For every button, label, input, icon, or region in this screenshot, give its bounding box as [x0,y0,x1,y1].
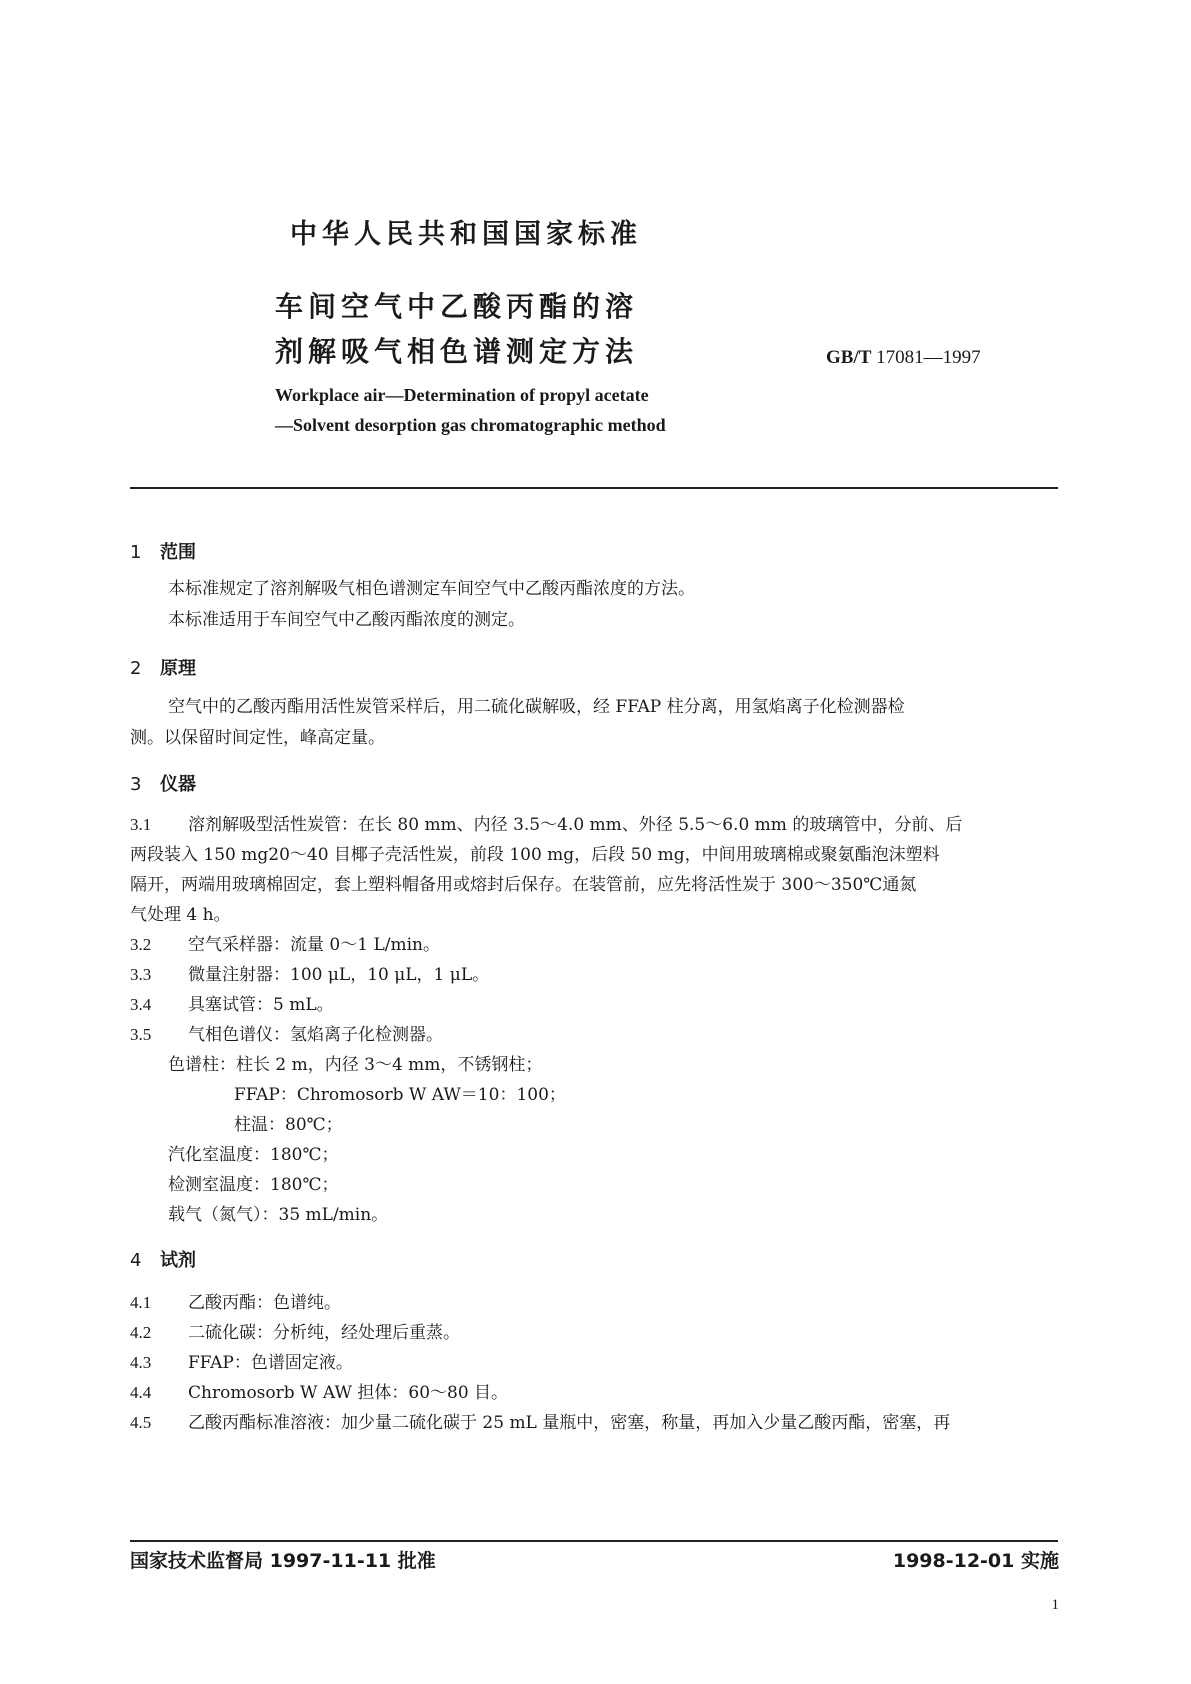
carrier-gas: 载气（氮气）：35 mL/min。 [168,1205,389,1225]
item-text: FFAP：色谱固定液。 [188,1353,353,1373]
item-text: 二硫化碳：分析纯，经处理后重蒸。 [188,1323,460,1343]
standard-code [826,347,981,369]
item-text: 微量注射器：100 μL，10 μL，1 μL。 [188,965,490,985]
item-number: 4.3 [130,1353,152,1372]
section-1-paragraph-1: 本标准规定了溶剂解吸气相色谱测定车间空气中乙酸丙酯浓度的方法。 [168,579,695,599]
section-2-paragraph-line-2: 测。以保留时间定性，峰高定量。 [130,728,385,748]
vaporizer-temperature: 汽化室温度：180℃； [168,1145,339,1165]
section-number: 4 [130,1250,142,1271]
item-text: 空气采样器：流量 0～1 L/min。 [188,935,440,955]
item-3-1-line-4: 气处理 4 h。 [130,905,231,925]
column-spec: 色谱柱：柱长 2 m，内径 3～4 mm，不锈钢柱； [168,1055,543,1075]
page-number: 1 [1051,1597,1059,1613]
section-number: 2 [130,658,142,679]
section-4-heading [130,1246,196,1272]
approval-date: 国家技术监督局 1997-11-11 批准 [130,1550,436,1572]
column-temperature: 柱温：80℃； [234,1115,343,1135]
section-3-heading [130,770,196,796]
item-3-1-line-1 [130,810,1060,840]
section-title: 试剂 [160,1250,196,1271]
section-1-heading [130,538,196,564]
ffap-ratio: FFAP：Chromosorb W AW＝10：100； [234,1085,566,1105]
section-title: 仪器 [160,774,196,795]
item-4-3 [130,1348,1060,1378]
item-3-1-line-3: 隔开，两端用玻璃棉固定，套上塑料帽备用或熔封后保存。在装管前，应先将活性炭于 300～350℃通氮 [130,875,917,895]
standard-code-number: 17081—1997 [876,347,981,368]
implementation-date: 1998-12-01 实施 [892,1550,1059,1572]
item-3-3 [130,960,1060,990]
standard-code-prefix: GB/T [826,347,872,368]
chinese-title-line-2: 剂解吸气相色谱测定方法 [275,335,639,368]
chinese-title-line-1: 车间空气中乙酸丙酯的溶 [275,290,639,323]
header-divider [130,487,1058,489]
item-3-1-line-2: 两段装入 150 mg20～40 目椰子壳活性炭，前段 100 mg，后段 50 mg，中间用玻璃棉或聚氨酯泡沫塑料 [130,845,940,865]
item-3-5 [130,1020,1060,1050]
item-text: 乙酸丙酯标准溶液：加少量二硫化碳于 25 mL 量瓶中，密塞，称量，再加入少量乙酸丙酯，密塞，再 [188,1413,951,1433]
item-4-4 [130,1378,1060,1408]
item-number: 4.1 [130,1293,152,1312]
item-number: 3.4 [130,995,152,1014]
item-3-4 [130,990,1060,1020]
item-number: 3.3 [130,965,152,984]
english-title-line-1: Workplace air—Determination of propyl acetate [275,385,649,405]
item-number: 4.2 [130,1323,152,1342]
national-standard-title: 中华人民共和国国家标准 [290,219,642,250]
detector-temperature: 检测室温度：180℃； [168,1175,339,1195]
item-4-2 [130,1318,1060,1348]
item-text: 乙酸丙酯：色谱纯。 [188,1293,341,1313]
item-number: 4.5 [130,1413,152,1432]
item-text: 溶剂解吸型活性炭管：在长 80 mm、内径 3.5～4.0 mm、外径 5.5～6.0 mm 的玻璃管中，分前、后 [188,815,963,835]
section-title: 范围 [160,542,196,563]
section-title: 原理 [160,658,196,679]
item-3-2 [130,930,1060,960]
item-text: 气相色谱仪：氢焰离子化检测器。 [188,1025,443,1045]
item-text: 具塞试管：5 mL。 [188,995,334,1015]
section-number: 3 [130,774,142,795]
item-number: 3.5 [130,1025,152,1044]
section-number: 1 [130,542,142,563]
item-text: Chromosorb W AW 担体：60～80 目。 [188,1383,509,1403]
section-1-paragraph-2: 本标准适用于车间空气中乙酸丙酯浓度的测定。 [168,610,525,630]
section-2-paragraph-line-1: 空气中的乙酸丙酯用活性炭管采样后，用二硫化碳解吸，经 FFAP 柱分离，用氢焰离子化检测器检 [168,697,905,717]
item-number: 3.2 [130,935,152,954]
item-number: 4.4 [130,1383,152,1402]
item-4-1 [130,1288,1060,1318]
footer-divider [130,1540,1058,1542]
english-title-line-2: —Solvent desorption gas chromatographic method [275,415,666,435]
item-4-5 [130,1408,1060,1438]
item-number: 3.1 [130,815,152,834]
section-2-heading [130,654,196,680]
